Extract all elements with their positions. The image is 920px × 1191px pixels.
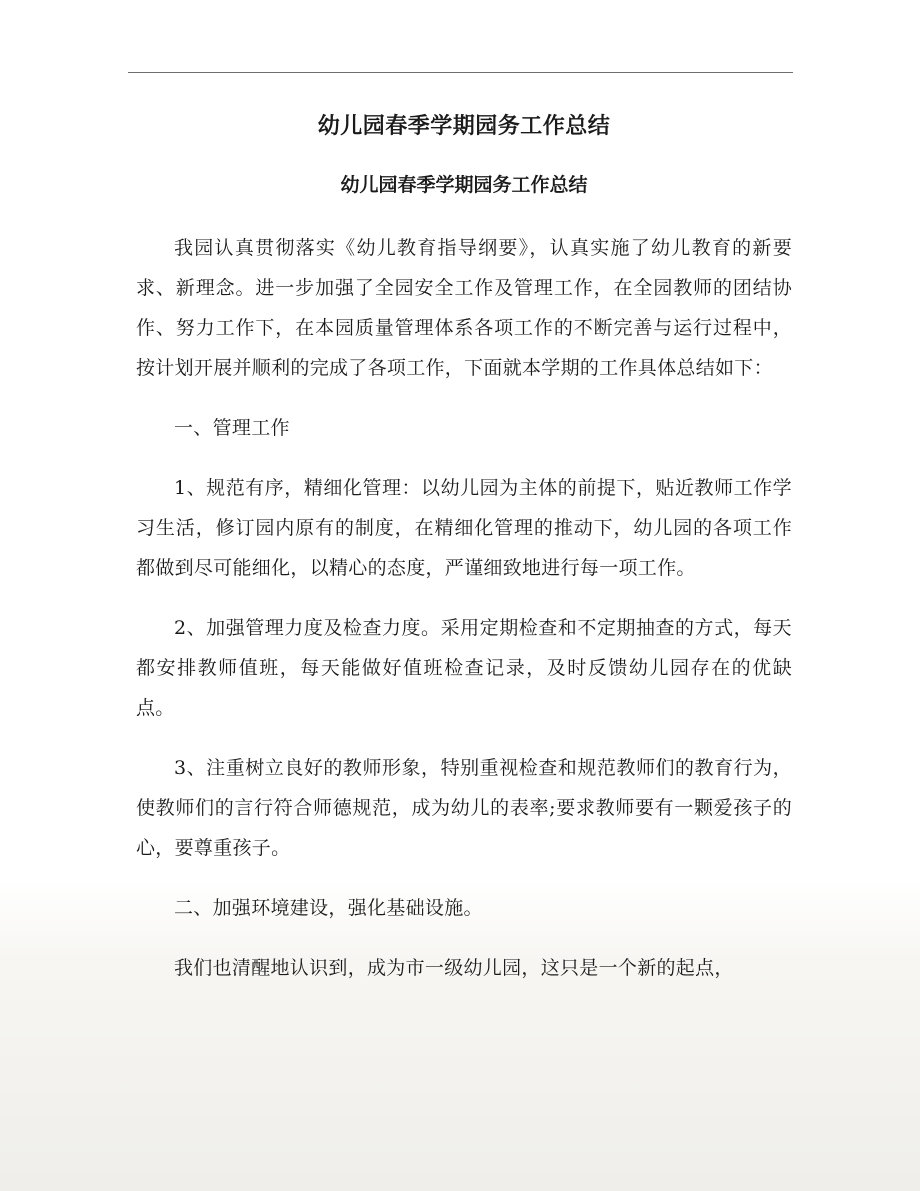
paragraph-item-3: 3、注重树立良好的教师形象，特别重视检查和规范教师们的教育行为，使教师们的言行符合师德规范，成为幼儿的表率;要求教师要有一颗爱孩子的心，要尊重孩子。 xyxy=(136,757,792,859)
paragraph-item-1: 1、规范有序，精细化管理：以幼儿园为主体的前提下，贴近教师工作学习生活，修订园内原有的制度，在精细化管理的推动下，幼儿园的各项工作都做到尽可能细化，以精心的态度，严谨细致地进行每一项工作。 xyxy=(136,477,792,579)
document-title: 幼儿园春季学期园务工作总结 xyxy=(317,113,611,139)
paragraph-intro: 我园认真贯彻落实《幼儿教育指导纲要》，认真实施了幼儿教育的新要求、新理念。进一步加强了全园安全工作及管理工作，在全园教师的团结协作、努力工作下，在本园质量管理体系各项工作的不断完善与运行过程中，按计划开展并顺利的完成了各项工作，下面就本学期的工作具体总结如下： xyxy=(136,237,792,379)
paragraph-item-2: 2、加强管理力度及检查力度。采用定期检查和不定期抽查的方式，每天都安排教师值班，每天能做好值班检查记录，及时反馈幼儿园存在的优缺点。 xyxy=(136,617,792,719)
header-rule xyxy=(128,72,793,73)
document-text xyxy=(136,228,792,1008)
document-subtitle: 幼儿园春季学期园务工作总结 xyxy=(340,174,588,196)
paragraph-environment: 我们也清醒地认识到，成为市一级幼儿园，这只是一个新的起点， xyxy=(174,957,734,979)
section-heading-environment: 二、加强环境建设，强化基础设施。 xyxy=(174,897,483,919)
section-heading-management: 一、管理工作 xyxy=(174,417,290,439)
